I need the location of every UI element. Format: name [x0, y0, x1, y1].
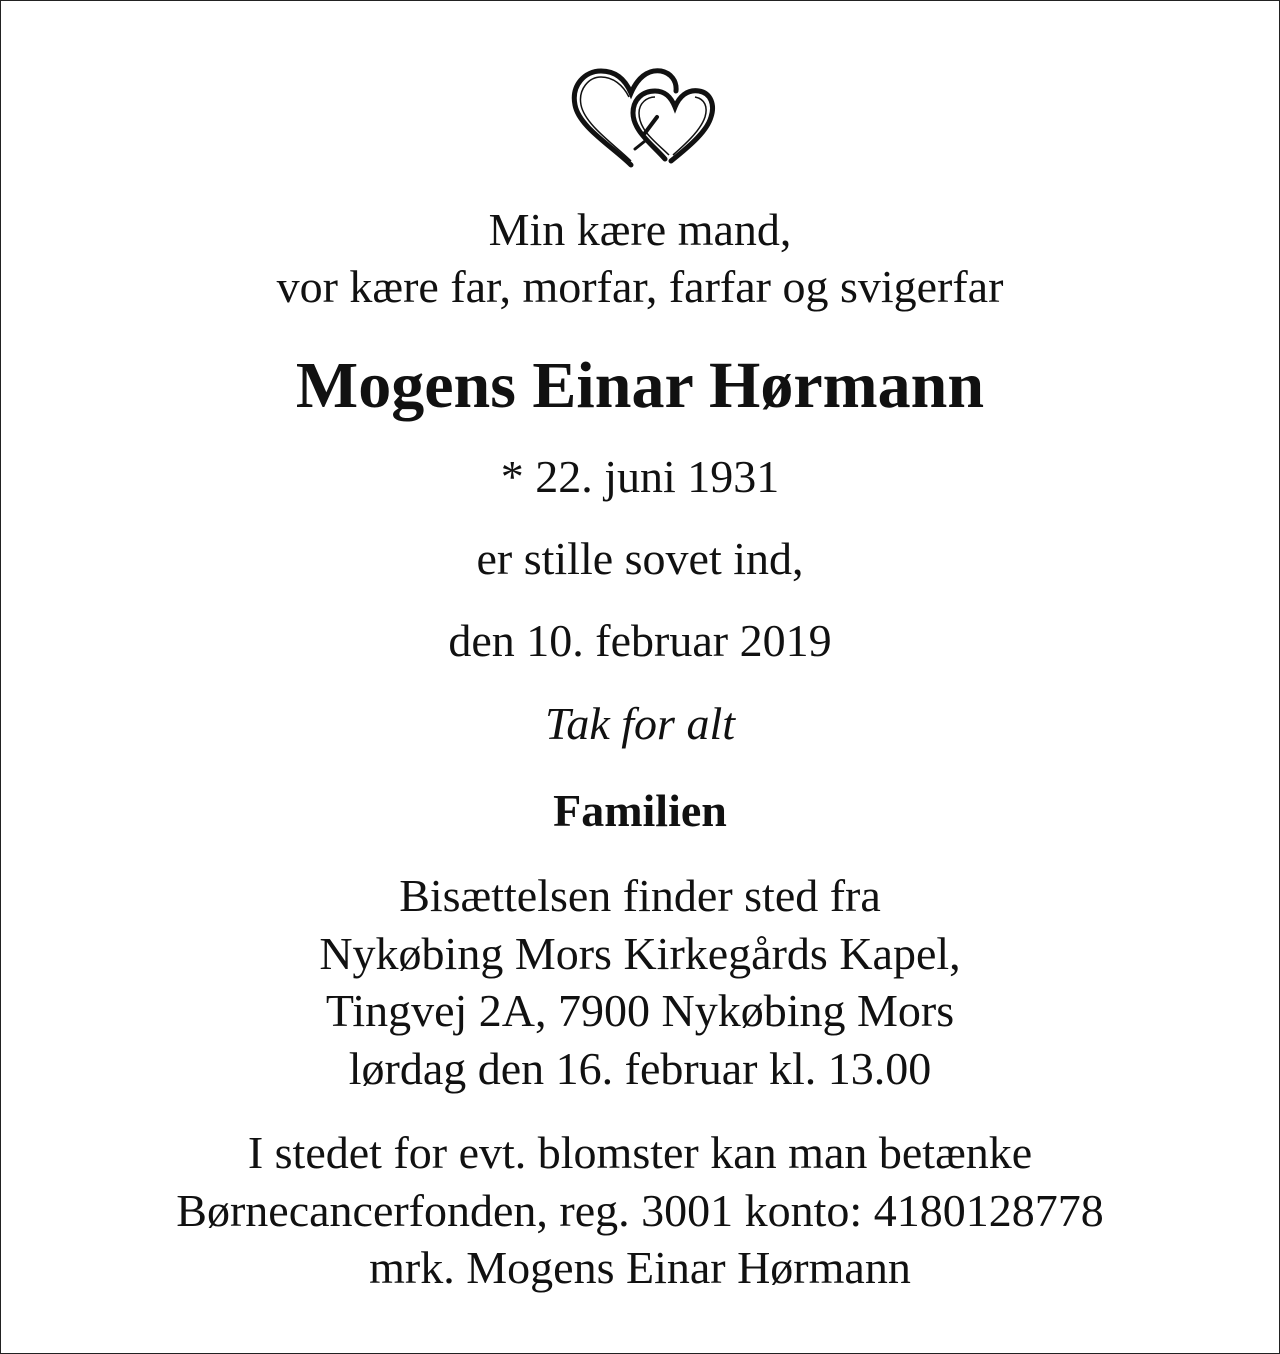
family-signature: Familien [553, 785, 727, 836]
deceased-name: Mogens Einar Hørmann [295, 349, 985, 422]
intro-text [1, 201, 1279, 315]
donation-line-1: I stedet for evt. blomster kan man betænke [247, 1127, 1033, 1178]
funeral-line-3: Tingvej 2A, 7900 Nykøbing Mors [325, 985, 955, 1036]
double-hearts-icon [561, 61, 721, 173]
funeral-line-2: Nykøbing Mors Kirkegårds Kapel, [319, 927, 961, 979]
intro-line-1: Min kære mand, [488, 204, 792, 255]
donation-info [1, 1124, 1279, 1297]
funeral-line-4: lørdag den 16. februar kl. 13.00 [348, 1042, 932, 1094]
donation-line-3: mrk. Mogens Einar Hørmann [369, 1242, 911, 1293]
thanks-text: Tak for alt [544, 698, 736, 749]
passed-text: er stille sovet ind, [476, 533, 804, 584]
birth-date: * 22. juni 1931 [500, 451, 780, 502]
funeral-info [1, 867, 1279, 1097]
intro-line-2: vor kære far, morfar, farfar og svigerfar [276, 261, 1004, 312]
death-date: den 10. februar 2019 [448, 615, 832, 666]
donation-line-2: Børnecancerfonden, reg. 3001 konto: 4180128778 [176, 1184, 1104, 1236]
funeral-line-1: Bisættelsen finder sted fra [399, 870, 881, 921]
